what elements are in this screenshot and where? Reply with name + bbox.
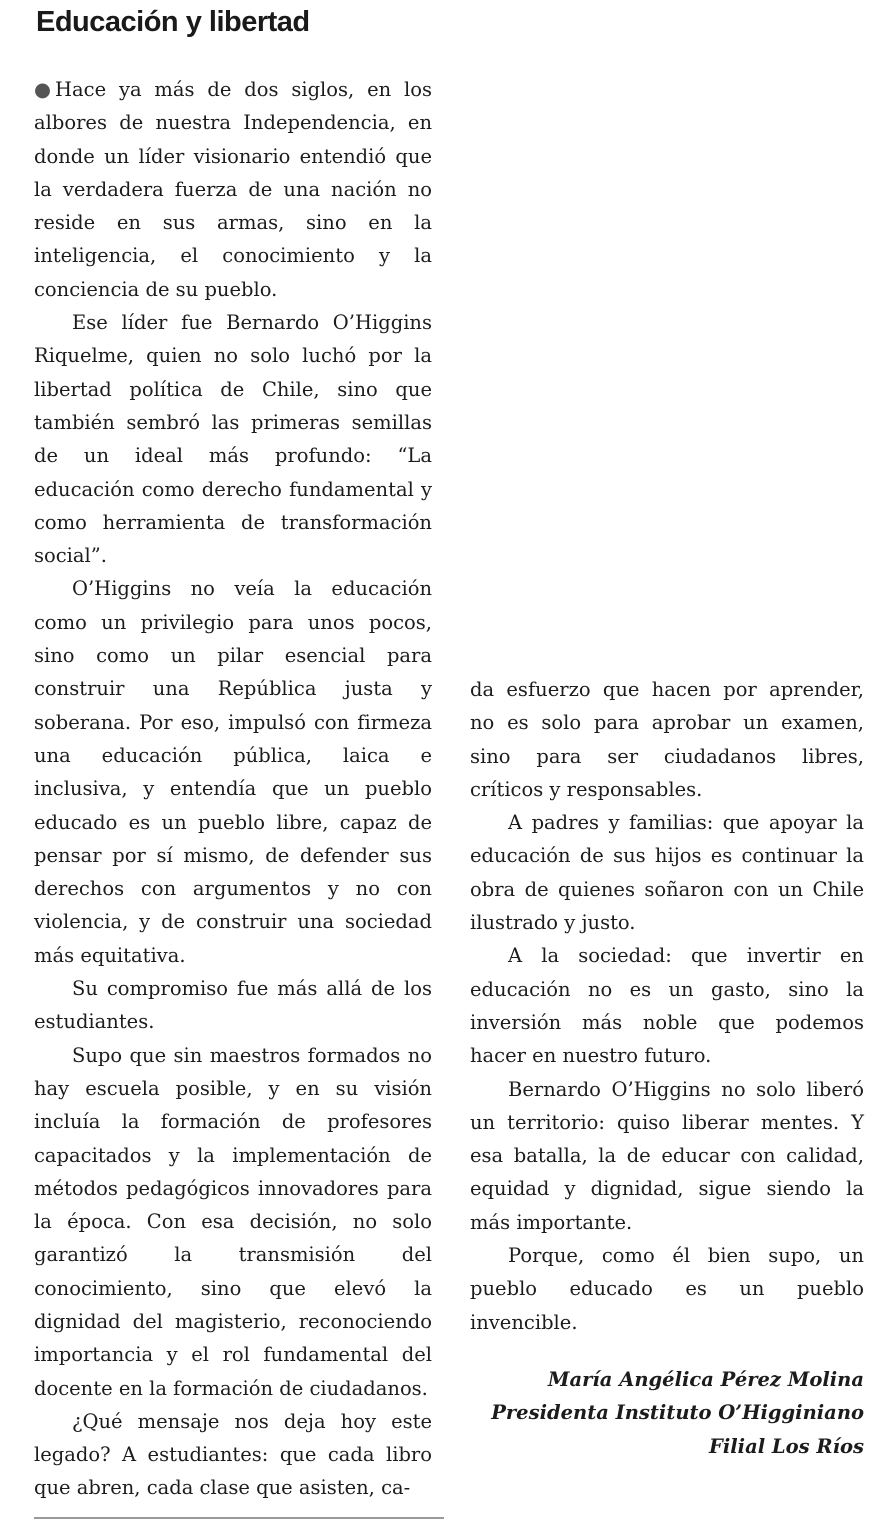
article-paragraph-2: Ese líder fue Bernardo O’Higgins Riquelme, quien no solo luchó por la libertad política de Chile, sino que también sembró las primeras semillas de un ideal más profundo: “La educación como derecho fundamental y como herramienta de transformación social”.	[34, 311, 432, 568]
article-paragraph-8: A padres y familias: que apoyar la educación de sus hijos es continuar la obra de quienes soñaron con un Chile ilustrado y justo.	[470, 811, 864, 935]
author-branch: Filial Los Ríos	[709, 1434, 864, 1458]
article-paragraph-9: A la sociedad: que invertir en educación no es un gasto, sino la inversión más noble que podemos hacer en nuestro futuro.	[470, 944, 864, 1068]
author-name: María Angélica Pérez Molina	[547, 1367, 864, 1391]
article-column-left	[34, 73, 432, 1505]
article-paragraph-4: Su compromiso fue más allá de los estudiantes.	[34, 977, 432, 1034]
author-signature	[470, 1363, 864, 1463]
article-column-right	[470, 673, 864, 1463]
article-paragraph-1-text: Hace ya más de dos siglos, en los albores de nuestra Independencia, en donde un líder visionario entendió que la verdadera fuerza de una nación no reside en sus armas, sino en la inteligencia, el conocimiento y la conciencia de su pueblo.	[34, 78, 432, 301]
article-paragraph-7: da esfuerzo que hacen por aprender, no es solo para aprobar un examen, sino para ser ciudadanos libres, críticos y responsables.	[470, 678, 864, 801]
author-role: Presidenta Instituto O’Higginiano	[491, 1401, 864, 1425]
bottom-divider	[34, 1517, 444, 1519]
article-paragraph-1	[34, 73, 432, 306]
article-paragraph-10: Bernardo O’Higgins no solo liberó un territorio: quiso liberar mentes. Y esa batalla, la de educar con calidad, equidad y dignidad, sigue siendo la más importante.	[470, 1077, 864, 1234]
bullet-icon: ●	[34, 78, 52, 101]
article-paragraph-6: ¿Qué mensaje nos deja hoy este legado? A estudiantes: que cada libro que abren, cada clase que asisten, ca-	[34, 1409, 432, 1500]
article-paragraph-5: Supo que sin maestros formados no hay escuela posible, y en su visión incluía la formación de profesores capacitados y la implementación de métodos pedagógicos innovadores para la época. Con esa decisión, no solo garantizó la transmisión del conocimiento, sino que elevó la dignidad del magisterio, reconociendo importancia y el rol fundamental del docente en la formación de ciudadanos.	[34, 1043, 432, 1400]
article-paragraph-11: Porque, como él bien supo, un pueblo educado es un pueblo invencible.	[470, 1244, 864, 1334]
article-paragraph-3: O’Higgins no veía la educación como un privilegio para unos pocos, sino como un pilar esencial para construir una República justa y soberana. Por eso, impulsó con firmeza una educación pública, laica e inclusiva, y entendía que un pueblo educado es un pueblo libre, capaz de pensar por sí mismo, de defender sus derechos con argumentos y no con violencia, y de construir una sociedad más equitativa.	[34, 577, 432, 967]
article-title: Educación y libertad	[36, 6, 310, 38]
